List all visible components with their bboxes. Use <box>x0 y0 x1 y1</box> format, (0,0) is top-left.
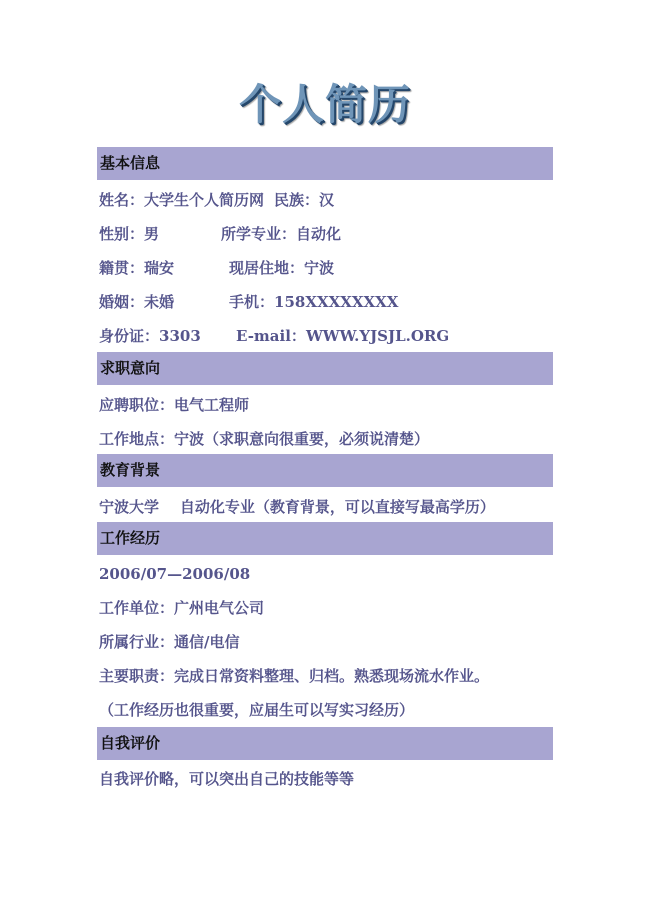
resume-title: 个人简历 <box>238 80 411 129</box>
field-marital-status: 婚姻：未婚 <box>99 293 175 311</box>
field-native-place: 籍贯：瑞安 <box>99 259 175 277</box>
education-entry: 宁波大学 自动化专业（教育背景，可以直接写最高学历） <box>99 498 495 516</box>
section-header-self-evaluation: 自我评价 <box>97 727 553 760</box>
field-residence: 现居住地：宁波 <box>229 259 335 277</box>
field-id-number: 身份证：3303 <box>99 327 201 345</box>
section-header-education: 教育背景 <box>97 454 553 487</box>
field-name: 姓名：大学生个人简历网 <box>99 191 265 209</box>
section-header-work-experience: 工作经历 <box>97 522 553 555</box>
field-work-location: 工作地点：宁波（求职意向很重要，必须说清楚） <box>99 430 430 448</box>
field-phone: 手机：158XXXXXXXX <box>229 293 399 311</box>
field-ethnicity: 民族：汉 <box>274 191 335 209</box>
field-industry: 所属行业：通信/电信 <box>99 633 240 651</box>
field-position: 应聘职位：电气工程师 <box>99 396 250 414</box>
field-duties: 主要职责：完成日常资料整理、归档。熟悉现场流水作业。 <box>99 667 490 685</box>
self-evaluation-text: 自我评价略，可以突出自己的技能等等 <box>99 770 355 788</box>
section-header-job-intent: 求职意向 <box>97 352 553 385</box>
field-major: 所学专业：自动化 <box>221 225 342 243</box>
work-period: 2006/07—2006/08 <box>99 565 251 583</box>
field-gender: 性别：男 <box>99 225 160 243</box>
field-email: E-mail：WWW.YJSJL.ORG <box>236 327 450 345</box>
work-note: （工作经历也很重要，应届生可以写实习经历） <box>99 701 415 719</box>
section-header-basic-info: 基本信息 <box>97 147 553 180</box>
field-employer: 工作单位：广州电气公司 <box>99 599 265 617</box>
